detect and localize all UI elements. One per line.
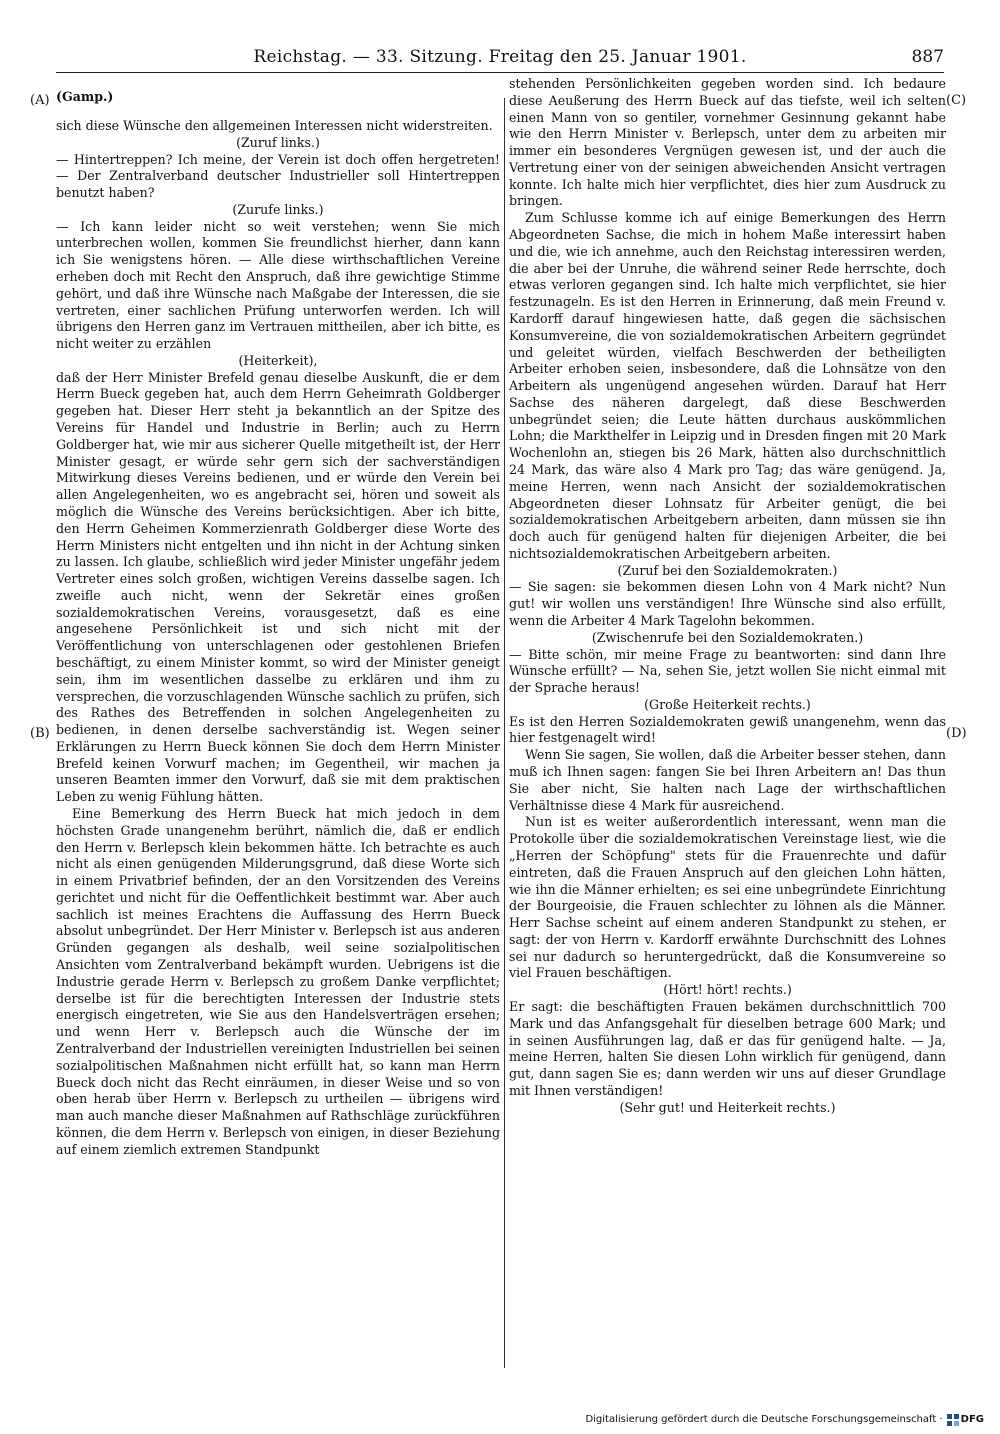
margin-mark-d: (D) [946, 726, 967, 741]
interjection: (Zurufe links.) [232, 201, 324, 217]
digitization-footer [585, 1412, 984, 1428]
speaker-label: (Gamp.) [56, 88, 114, 104]
paragraph: daß der Herr Minister Brefeld genau dieselbe Auskunft, die er dem Herrn Bueck gegeben hat, auch dem Herrn Geheimrath Goldberger gegeben hat. Dieser Herr steht ja bekanntlich an der Spitze des Vereins für Handel und Industrie in Berlin; auch zu Herrn Goldberger hat, wie mir aus sicherer Quelle mitgetheilt ist, der Herr Minister gesagt, er würde sehr gern sich der sachverständigen Mitwirkung dieses Vereins bedienen, und er würde den Verein bei allen Angelegenheiten, wo es angebracht sei, hören und soweit als möglich die Wünsche des Vereins berücksichtigen. Aber ich bitte, den Herrn Geheimen Kommerzienrath Goldberger diese Worte des Herrn Ministers nicht entgelten und ihn nicht in der Achtung sinken zu lassen. Ich glaube, schließlich wird jeder Minister ungefähr jedem Vertreter eines solch großen, wichtigen Vereins dasselbe sagen. Ich zweifle auch nicht, wenn der Sekretär eines großen sozialdemokratischen Vereins, vorausgesetzt, daß es eine angesehene Persönlichkeit ist und sich nicht mit der Veröffentlichung von unterschlagenen oder gestohlenen Briefen beschäftigt, zu einem Minister kommt, so wird der Minister geneigt sein, ihm im wesentlichen dasselbe zu erklären und ihm zu versprechen, die vorzuschlagenden Wünsche sachlich zu prüfen, sich des Rathes des Betreffenden in solchen Angelegenheiten zu bedienen, in denen derselbe sachverständig ist. Wegen seiner Erklärungen zu Herrn Bueck können Sie doch dem Herrn Minister Brefeld keinen Vorwurf machen; im Gegentheil, wir machen ja unseren Beamten immer den Vorwurf, daß sie mit dem praktischen Leben zu wenig Fühlung hätten. [56, 369, 500, 805]
interjection: (Zwischenrufe bei den Sozialdemokraten.) [591, 629, 864, 645]
interjection: (Zuruf bei den Sozialdemokraten.) [617, 562, 838, 578]
paragraph: Eine Bemerkung des Herrn Bueck hat mich jedoch in dem höchsten Grade unangenehm berührt, nämlich die, daß er endlich den Herrn v. Berlepsch klein bekommen hätte. Ich betrachte es auch nicht als einen genügenden Milderungsgrund, daß diese Worte sich in einem Privatbrief befinden, der an den Vorsitzenden des Vereins gerichtet und nicht für die Oeffentlichkeit bestimmt war. Aber auch sachlich ist meines Erachtens die Auffassung des Herrn Bueck absolut unbegründet. Der Herr Minister v. Berlepsch ist aus anderen Gründen gegangen als deshalb, weil seine sozialpolitischen Ansichten vom Zentralverband bekämpft wurden. Uebrigens ist die Industrie gerade Herrn v. Berlepsch zu großem Danke verpflichtet; derselbe ist für die berechtigten Interessen der Industrie stets energisch eingetreten, wie Sie aus den Handelsverträgen ersehen; und wenn Herr v. Berlepsch auch die Wünsche der im Zentralverband der Industriellen vereinigten Industriellen bei seinen sozialpolitischen Maßnahmen nicht erfüllt hat, so kann man Herrn Bueck doch nicht das Recht einräumen, in dieser Weise und so von oben herab über Herrn v. Berlepsch zu urtheilen — übrigens wird man auch manche dieser Maßnahmen auf Rathschläge zurückführen können, die dem Herrn v. Berlepsch von einigen, in dieser Beziehung auf einem ziemlich extremen Standpunkt [56, 806, 500, 1157]
dfg-logo-icon [947, 1414, 959, 1426]
paragraph: Er sagt: die beschäftigten Frauen bekämen durchschnittlich 700 Mark und das Anfangsgehalt für dieselben betrage 600 Mark; und in seinen Ausführungen lag, daß er das für genügend halte. — Ja, meine Herren, halten Sie diesen Lohn wirklich für genügend, dann gut, dann sagen Sie es; dann werden wir uns auf dieser Grundlage mit Ihnen verständigen! [509, 998, 946, 1098]
paragraph: — Bitte schön, mir meine Frage zu beantworten: sind dann Ihre Wünsche erfüllt? — Na, sehen Sie, jetzt wollen Sie nicht einmal mit der Sprache heraus! [509, 646, 946, 696]
interjection: (Sehr gut! und Heiterkeit rechts.) [619, 1099, 836, 1115]
interjection: (Heiterkeit), [238, 352, 318, 368]
paragraph: Nun ist es weiter außerordentlich interessant, wenn man die Protokolle über die sozialdemokratischen Vereinstage liest, wie die „Herren der Schöpfung" stets für die Frauenrechte und dafür eintreten, daß die Frauen Anspruch auf den gleichen Lohn hätten, wie ihn die Männer erhielten; es sei eine unbegründete Einrichtung der Bourgeoisie, die Frauen schlechter zu löhnen als die Männer. Herr Sachse scheint auf einem anderen Standpunkt zu stehen, er sagt: der von Herrn v. Kardorff erwähnte Durchschnitt des Lohnes sei nur dadurch so heruntergedrückt, daß die Konsumvereine so viel Frauen beschäftigen. [509, 814, 946, 981]
paragraph: Wenn Sie sagen, Sie wollen, daß die Arbeiter besser stehen, dann muß ich Ihnen sagen: fangen Sie bei Ihren Arbeitern an! Das thun Sie aber nicht, Sie halten nach Lage der wirthschaftlichen Verhältnisse diese 4 Mark für ausreichend. [509, 747, 946, 813]
paragraph: — Sie sagen: sie bekommen diesen Lohn von 4 Mark nicht? Nun gut! wir wollen uns verständigen! Ihre Wünsche sind also erfüllt, wenn die Arbeiter 4 Mark Tagelohn bekommen. [509, 579, 946, 628]
right-column [509, 76, 946, 1116]
paragraph: Es ist den Herren Sozialdemokraten gewiß unangenehm, wenn das hier festgenagelt wird! [509, 713, 946, 746]
column-divider [504, 98, 505, 1368]
paragraph: stehenden Persönlichkeiten gegeben worden sind. Ich bedaure diese Aeußerung des Herrn Bueck auf das tiefste, weil ich selten einen Mann von so gentiler, vornehmer Gesinnung gekannt habe wie den Herrn Minister v. Berlepsch, unter dem zu arbeiten mir immer ein besonderes Vergnügen gewesen ist, und der auch die Vertretung einer von der seinigen abweichenden Ansicht vertragen konnte. Ich halte mich hier verpflichtet, dies hier zum Ausdruck zu bringen. [509, 76, 946, 209]
dfg-logo-label: DFG [960, 1414, 984, 1425]
margin-mark-b: (B) [30, 726, 50, 741]
header-title: Reichstag. — 33. Sitzung. Freitag den 25. Januar 1901. [253, 47, 747, 67]
interjection: (Große Heiterkeit rechts.) [644, 696, 811, 712]
interjection: (Hört! hört! rechts.) [663, 982, 792, 998]
dfg-logo [947, 1412, 984, 1428]
page-number: 887 [911, 47, 944, 67]
margin-mark-a: (A) [30, 93, 50, 108]
paragraph: — Hintertreppen? Ich meine, der Verein ist doch offen hergetreten! — Der Zentralverband deutscher Industrieller soll Hintertreppen benutzt haben? [56, 151, 500, 201]
running-header [56, 46, 944, 72]
paragraph: — Ich kann leider nicht so weit verstehen; wenn Sie mich unterbrechen wollen, kommen Sie freundlichst hierher, dann kann ich Sie wenigstens hören. — Alle diese wirthschaftlichen Vereine erheben doch mit Recht den Anspruch, daß ihre gewichtige Stimme gehört, und daß ihre Wünsche nach Maßgabe der Interessen, die sie vertreten, einer sachlichen Prüfung unterworfen werden. Ich will übrigens den Herren ganz im Vertrauen mittheilen, aber ich bitte, es nicht weiter zu erzählen [56, 218, 500, 352]
header-rule [56, 72, 944, 73]
paragraph: Zum Schlusse komme ich auf einige Bemerkungen des Herrn Abgeordneten Sachse, die mich in hohem Maße interessirt haben und die, wie ich annehme, auch den Reichstag interessiren werden, die aber bei der Unruhe, die während seiner Rede herrschte, doch etwas verloren gegangen sind. Ich halte mich verpflichtet, sie hier festzunageln. Es ist den Herren in Erinnerung, daß mein Freund v. Kardorff darauf hingewiesen hatte, daß gegen die sächsischen Konsumvereine, die von sozialdemokratischen Arbeitern gegründet und geleitet würden, vielfach Beschwerden der betheiligten Arbeiter erhoben seien, insbesondere, daß die Lohnsätze von den Arbeitern als ungenügend angesehen würden. Darauf hat Herr Sachse des näheren dargelegt, daß diese Beschwerden unbegründet seien; die Leute hätten durchaus auskömmlichen Lohn; die Markthelfer in Leipzig und in Dresden fingen mit 20 Mark Wochenlohn an, stiegen bis 26 Mark, hätten also durchschnittlich 24 Mark, das wäre also 4 Mark pro Tag; das wäre genügend. Ja, meine Herren, wenn nach Ansicht der sozialdemokratischen Abgeordneten dieser Lohnsatz für Arbeiter genügt, die bei sozialdemokratischen Arbeitgebern arbeiten, dann müssen sie ihn doch auch für genügend halten für diejenigen Arbeiter, die bei nichtsozialdemokratischen Arbeitgebern arbeiten. [509, 210, 946, 561]
left-column [56, 76, 500, 1158]
paragraph: sich diese Wünsche den allgemeinen Interessen nicht widerstreiten. [56, 117, 493, 133]
footer-text: Digitalisierung gefördert durch die Deutsche Forschungsgemeinschaft · [585, 1414, 943, 1425]
margin-mark-c: (C) [946, 93, 967, 108]
interjection: (Zuruf links.) [236, 134, 320, 150]
